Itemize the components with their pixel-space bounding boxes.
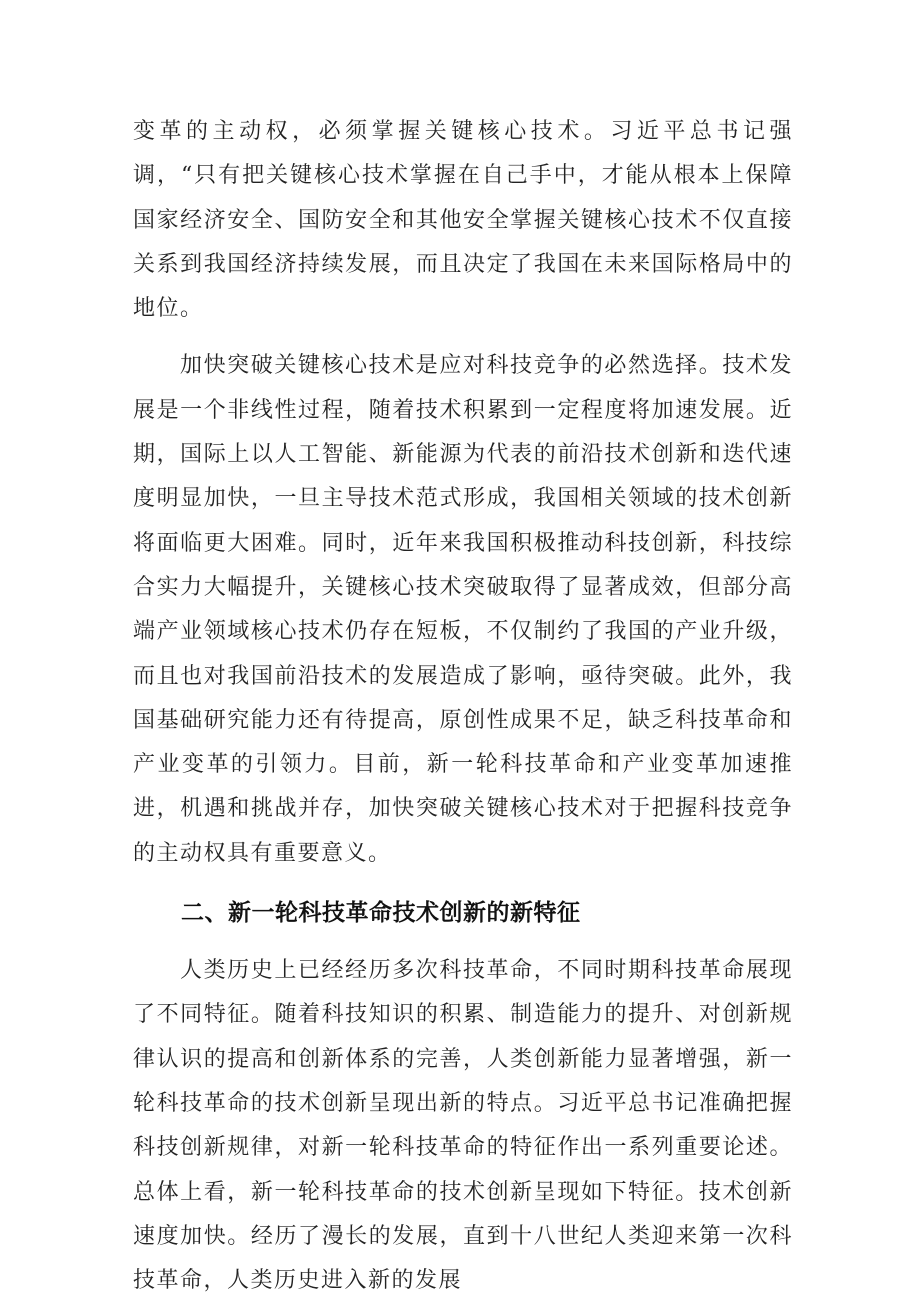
document-body (133, 110, 793, 1303)
paragraph-continuation: 变革的主动权，必须掌握关键核心技术。习近平总书记强调，“只有把关键核心技术掌握在自己手中，才能从根本上保障国家经济安全、国防安全和其他安全掌握关键核心技术不仅直接关系到我国经济持续发展，而且决定了我国在未来国际格局中的地位。 (133, 119, 793, 322)
section-heading: 二、新一轮科技革命技术创新的新特征 (181, 900, 581, 927)
paragraph-tech-revolution-features: 人类历史上已经经历多次科技革命，不同时期科技革命展现了不同特征。随着科技知识的积累、制造能力的提升、对创新规律认识的提高和创新体系的完善，人类创新能力显著增强，新一轮科技革命的技术创新呈现出新的特点。习近平总书记准确把握科技创新规律，对新一轮科技革命的特征作出一系列重要论述。总体上看，新一轮科技革命的技术创新呈现如下特征。技术创新速度加快。经历了漫长的发展，直到十八世纪人类迎来第一次科技革命，人类历史进入新的发展 (133, 958, 793, 1294)
paragraph-core-tech-breakthrough: 加快突破关键核心技术是应对科技竞争的必然选择。技术发展是一个非线性过程，随着技术积累到一定程度将加速发展。近期，国际上以人工智能、新能源为代表的前沿技术创新和迭代速度明显加快，一旦主导技术范式形成，我国相关领域的技术创新将面临更大困难。同时，近年来我国积极推动科技创新，科技综合实力大幅提升，关键核心技术突破取得了显著成效，但部分高端产业领域核心技术仍存在短板，不仅制约了我国的产业升级，而且也对我国前沿技术的发展造成了影响，亟待突破。此外，我国基础研究能力还有待提高，原创性成果不足，缺乏科技革命和产业变革的引领力。目前，新一轮科技革命和产业变革加速推进，机遇和挑战并存，加快突破关键核心技术对于把握科技竞争的主动权具有重要意义。 (133, 353, 793, 866)
